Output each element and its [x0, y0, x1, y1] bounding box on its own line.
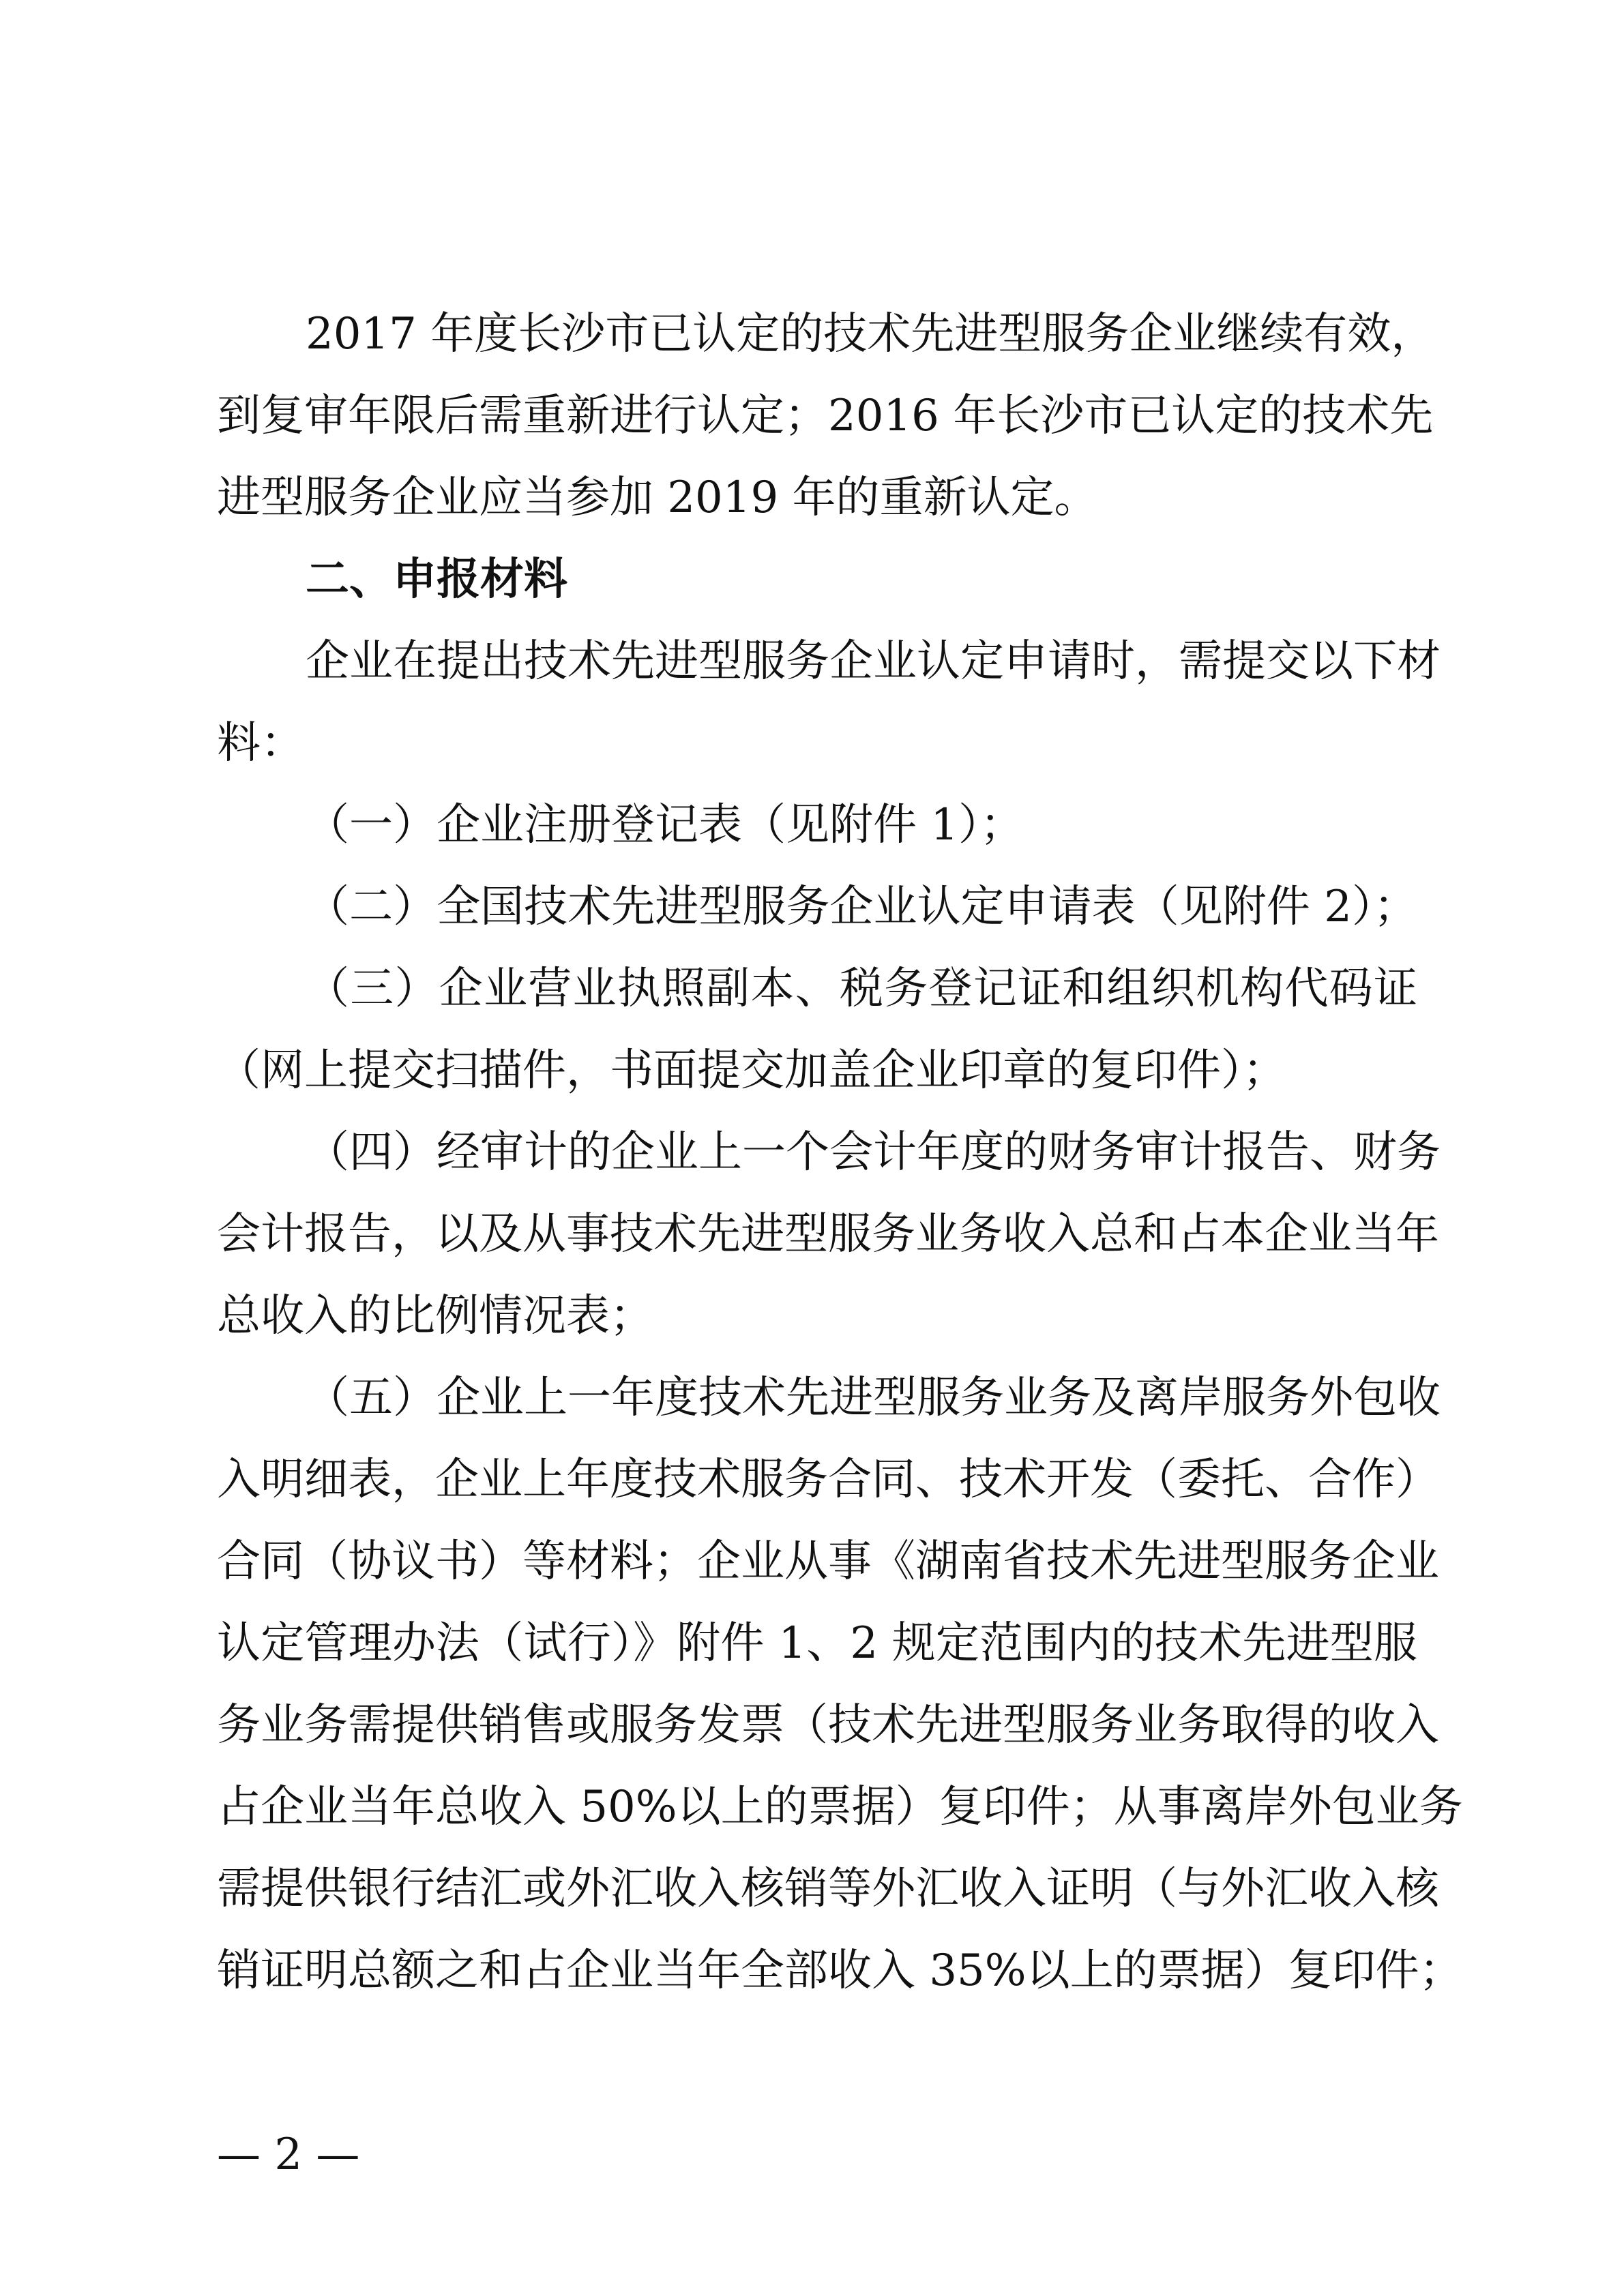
item-3-line-1: （三）企业营业执照副本、税务登记证和组织机构代码证	[306, 964, 1417, 1014]
paragraph-1-line-2: 到复审年限后需重新进行认定；2016 年长沙市已认定的技术先	[217, 391, 1434, 441]
item-5-line-8: 销证明总额之和占企业当年全部收入 35%以上的票据）复印件；	[217, 1945, 1463, 1996]
page-number: — 2 —	[217, 2130, 360, 2180]
item-5-line-7: 需提供银行结汇或外汇收入核销等外汇收入证明（与外汇收入核	[217, 1864, 1439, 1914]
paragraph-2-line-2: 料：	[217, 718, 304, 769]
item-1: （一）企业注册登记表（见附件 1）；	[306, 800, 1024, 850]
item-5-line-4: 认定管理办法（试行）》附件 1、2 规定范围内的技术先进型服	[217, 1618, 1417, 1669]
item-5-line-5: 务业务需提供销售或服务发票（技术先进型服务业务取得的收入	[217, 1700, 1439, 1750]
paragraph-1-line-3: 进型服务企业应当参加 2019 年的重新认定。	[217, 473, 1098, 523]
item-5-line-6: 占企业当年总收入 50%以上的票据）复印件；从事离岸外包业务	[217, 1782, 1463, 1832]
paragraph-1-line-1: 2017 年度长沙市已认定的技术先进型服务企业继续有效，	[306, 309, 1435, 359]
item-5-line-3: 合同（协议书）等材料；企业从事《湖南省技术先进型服务企业	[217, 1536, 1439, 1587]
item-4-line-2: 会计报告，以及从事技术先进型服务业务收入总和占本企业当年	[217, 1209, 1439, 1259]
item-5-line-2: 入明细表，企业上年度技术服务合同、技术开发（委托、合作）	[217, 1455, 1439, 1505]
item-4-line-3: 总收入的比例情况表；	[217, 1291, 653, 1341]
paragraph-2-line-1: 企业在提出技术先进型服务企业认定申请时，需提交以下材	[306, 636, 1441, 687]
section-heading: 二、申报材料	[306, 554, 567, 605]
item-5-line-1: （五）企业上一年度技术先进型服务业务及离岸服务外包收	[306, 1373, 1441, 1423]
item-3-line-2: （网上提交扫描件，书面提交加盖企业印章的复印件）；	[217, 1045, 1286, 1096]
item-2: （二）全国技术先进型服务企业认定申请表（见附件 2）；	[306, 882, 1417, 932]
item-4-line-1: （四）经审计的企业上一个会计年度的财务审计报告、财务	[306, 1127, 1441, 1178]
